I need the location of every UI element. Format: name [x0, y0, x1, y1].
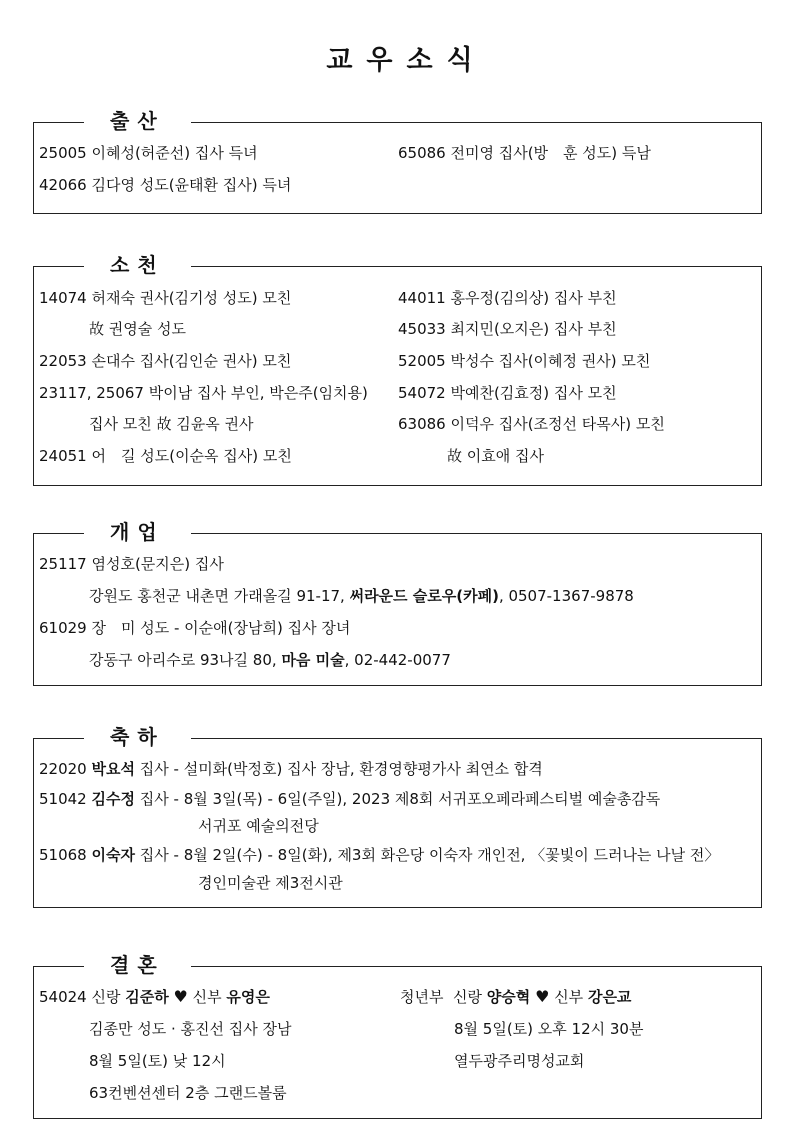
- opening-entry-line: 61029 장 미 성도 - 이순애(장남희) 집사 장녀: [39, 619, 351, 637]
- wedding-venue: 63컨벤션센터 2층 그랜드볼룸: [89, 1084, 287, 1102]
- opening-address: 강동구 아리수로 93나길 80, 마음 미술, 02-442-0077: [89, 651, 451, 669]
- page-title: 교우소식: [326, 45, 487, 76]
- list-item: 故 권영술 성도: [89, 320, 186, 338]
- list-item: 42066 김다영 성도(윤태환 집사) 득녀: [39, 176, 292, 194]
- funeral-section-title: 소천: [84, 252, 191, 278]
- list-item: 집사 모친 故 김윤옥 권사: [89, 415, 254, 433]
- list-item: 65086 전미영 집사(방 훈 성도) 득남: [398, 144, 651, 162]
- list-item: 故 이효애 집사: [447, 447, 544, 465]
- list-item: 54072 박예찬(김효정) 집사 모친: [398, 384, 617, 402]
- business-name: 마음 미술: [281, 651, 345, 669]
- congrats-section: [33, 725, 762, 908]
- groom-name: 양승혁: [486, 988, 531, 1006]
- list-item: 14074 허재숙 권사(김기성 성도) 모친: [39, 289, 292, 307]
- wedding-section-title: 결혼: [84, 952, 191, 978]
- bride-name: 강은교: [587, 988, 632, 1006]
- list-item: 63086 이덕우 집사(조정선 타목사) 모친: [398, 415, 665, 433]
- wedding-couple: 54024 신랑 김준하 ♥ 신부 유영은: [39, 987, 270, 1006]
- congrats-entry: 22020 박요석 집사 - 설미화(박정호) 집사 장남, 환경영향평가사 최연소 합격: [39, 760, 543, 778]
- heart-icon: ♥: [535, 987, 550, 1006]
- person-name: 이숙자: [91, 846, 135, 864]
- bride-name: 유영은: [226, 988, 270, 1006]
- list-item: 24051 어 길 성도(이순옥 집사) 모친: [39, 447, 292, 465]
- wedding-section: [33, 953, 762, 1119]
- list-item: 45033 최지민(오지은) 집사 부친: [398, 320, 617, 338]
- opening-section-title: 개업: [84, 519, 191, 545]
- opening-entry-line: 25117 염성호(문지은) 집사: [39, 555, 224, 573]
- opening-section: [33, 520, 762, 686]
- heart-icon: ♥: [173, 987, 188, 1006]
- birth-section-title: 출산: [84, 108, 191, 134]
- opening-address: 강원도 홍천군 내촌면 가래올길 91-17, 써라운드 슬로우(카페), 0507-1367-9878: [89, 587, 634, 605]
- list-item: 25005 이혜성(허준선) 집사 득녀: [39, 144, 258, 162]
- birth-section: [33, 109, 762, 214]
- wedding-datetime: 8월 5일(토) 낮 12시: [89, 1052, 226, 1070]
- business-name: 써라운드 슬로우(카페): [349, 587, 499, 605]
- congrats-entry: 51068 이숙자 집사 - 8월 2일(수) - 8일(화), 제3회 화은당 이숙자 개인전, 〈꽃빛이 드러나는 나날 전〉: [39, 846, 720, 864]
- list-item: 23117, 25067 박이남 집사 부인, 박은주(임치용): [39, 384, 368, 402]
- congrats-entry-continued: 경인미술관 제3전시관: [198, 874, 343, 892]
- funeral-section: [33, 253, 762, 486]
- person-name: 김수정: [91, 790, 135, 808]
- person-name: 박요석: [91, 760, 135, 778]
- wedding-parents: 김종만 성도 · 홍진선 집사 장남: [89, 1020, 292, 1038]
- groom-name: 김준하: [125, 988, 169, 1006]
- wedding-couple: 청년부 신랑 양승혁 ♥ 신부 강은교: [400, 987, 632, 1006]
- wedding-venue: 열두광주리명성교회: [454, 1052, 585, 1070]
- congrats-entry: 51042 김수정 집사 - 8월 3일(목) - 6일(주일), 2023 제8회 서귀포오페라페스티벌 예술총감독: [39, 790, 661, 808]
- congrats-section-title: 축하: [84, 724, 191, 750]
- list-item: 22053 손대수 집사(김인순 권사) 모친: [39, 352, 292, 370]
- list-item: 52005 박성수 집사(이혜정 권사) 모친: [398, 352, 651, 370]
- congrats-entry-continued: 서귀포 예술의전당: [198, 817, 319, 835]
- list-item: 44011 홍우정(김의상) 집사 부친: [398, 289, 617, 307]
- wedding-datetime: 8월 5일(토) 오후 12시 30분: [454, 1020, 644, 1038]
